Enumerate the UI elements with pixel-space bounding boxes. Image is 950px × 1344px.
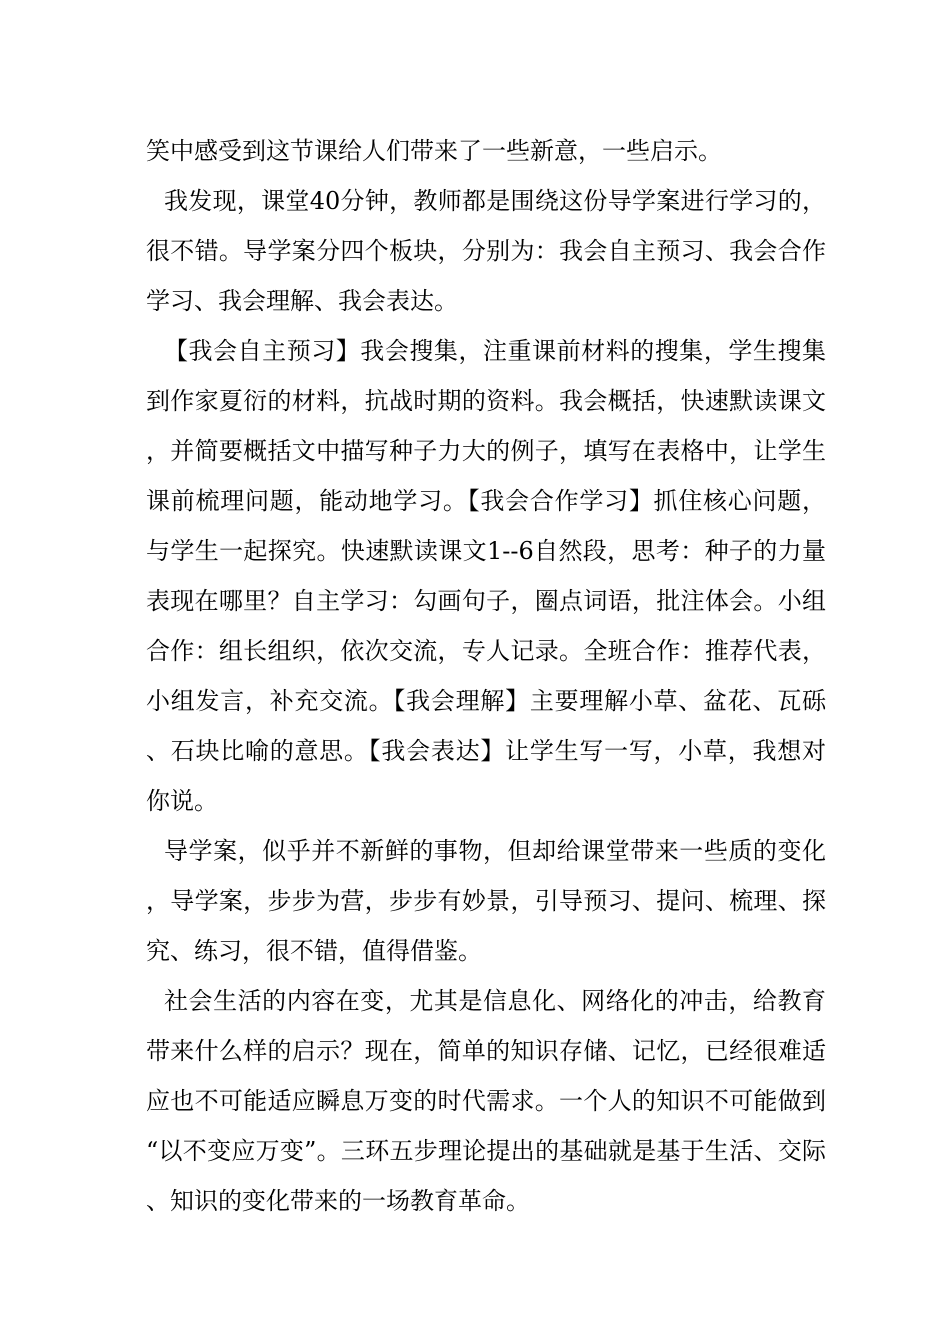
paragraph-education-change: 社会生活的内容在变，尤其是信息化、网络化的冲击，给教育带来什么样的启示？现在，简单的知识存储、记忆，已经很难适应也不可能适应瞬息万变的时代需求。一个人的知识不可能做到“以不变应万变”。三环五步理论提出的基础就是基于生活、交际、知识的变化带来的一场教育革命。 (146, 987, 826, 1215)
paragraph-guided-plan: 导学案，似乎并不新鲜的事物，但却给课堂带来一些质的变化，导学案，步步为营，步步有妙景，引导预习、提问、梳理、探究、练习，很不错，值得借鉴。 (146, 837, 826, 965)
paragraph-continuation: 笑中感受到这节课给人们带来了一些新意，一些启示。 (146, 137, 722, 165)
paragraph-discovery: 我发现，课堂40分钟，教师都是围绕这份导学案进行学习的，很不错。导学案分四个板块，分别为：我会自主预习、我会合作学习、我会理解、我会表达。 (146, 187, 826, 315)
document-body (146, 126, 826, 1226)
paragraph-study-sections: 【我会自主预习】我会搜集，注重课前材料的搜集，学生搜集到作家夏衍的材料，抗战时期的资料。我会概括，快速默读课文，并简要概括文中描写种子力大的例子，填写在表格中，让学生课前梳理问题，能动地学习。【我会合作学习】抓住核心问题，与学生一起探究。快速默读课文1--6自然段，思考：种子的力量表现在哪里？自主学习：勾画句子，圈点词语，批注体会。小组合作：组长组织，依次交流，专人记录。全班合作：推荐代表，小组发言，补充交流。【我会理解】主要理解小草、盆花、瓦砾、石块比喻的意思。【我会表达】让学生写一写，小草，我想对你说。 (146, 337, 826, 815)
